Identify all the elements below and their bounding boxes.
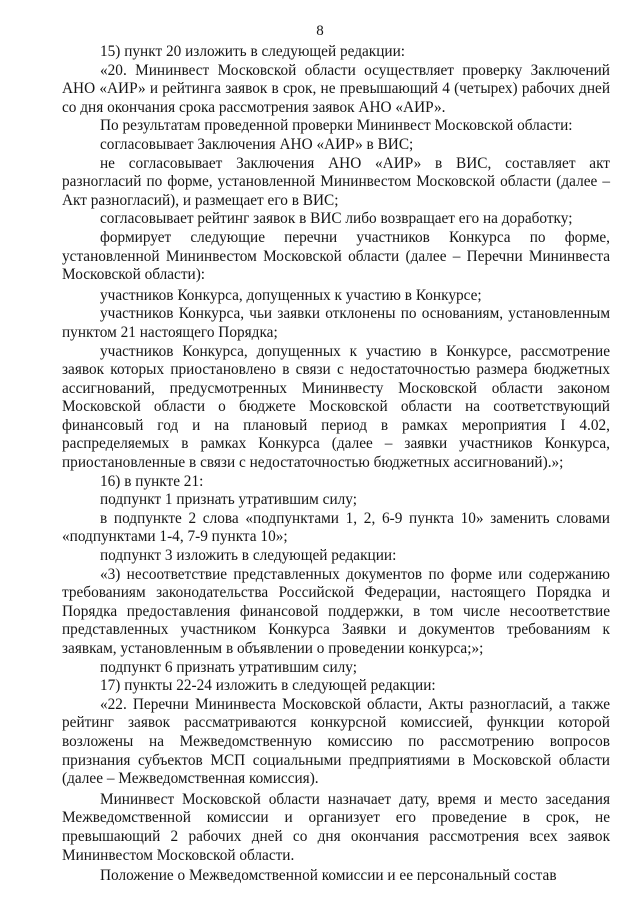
paragraph: подпункт 3 изложить в следующей редакции: [100, 547, 397, 565]
paragraph: формирует следующие перечни участников Конкурса по форме, установленной Мининвестом Московской области (далее – Перечни Мининвеста Московской области): [62, 228, 610, 284]
paragraph: участников Конкурса, допущенных к участию в Конкурсе, рассмотрение заявок которых приостановлено в связи с недостаточностью размера бюджетных ассигнований, предусмотренных Мининвесту Московской области законом Московской области о бюджете Московской области на соответствующий финансовый год и на плановый период в рамках мероприятия I 4.02, распределяемых в рамках Конкурса (далее – заявки участников Конкурса, приостановленные в связи с недостаточностью бюджетных ассигнований).»; [62, 342, 610, 472]
document-body [62, 43, 610, 886]
paragraph: не согласовывает Заключения АНО «АИР» в ВИС, составляет акт разногласий по форме, установленной Мининвестом Московской области (далее – Акт разногласий), и размещает его в ВИС; [62, 154, 610, 209]
paragraph: участников Конкурса, чьи заявки отклонены по основаниям, установленным пунктом 21 настоящего Порядка; [62, 305, 610, 341]
paragraph: подпункт 6 признать утратившим силу; [100, 658, 357, 676]
paragraph: согласовывает рейтинг заявок в ВИС либо возвращает его на доработку; [100, 210, 573, 228]
paragraph: подпункт 1 признать утратившим силу; [100, 491, 357, 509]
paragraph: По результатам проведенной проверки Мининвест Московской области: [100, 117, 573, 135]
paragraph: 17) пункты 22-24 изложить в следующей редакции: [100, 677, 436, 695]
paragraph: «3) несоответствие представленных документов по форме или содержанию требованиям законодательства Российской Федерации, настоящего Порядка и Порядка предоставления финансовой поддержки, в том числе несоответствие представленных участником Конкурса Заявки и документов требованиям к заявкам, установленным в объявлении о проведении конкурса;»; [62, 565, 610, 657]
paragraph: участников Конкурса, допущенных к участию в Конкурсе; [100, 286, 482, 304]
paragraph: в подпункте 2 слова «подпунктами 1, 2, 6-9 пункта 10» заменить словами «подпунктами 1-4, 7-9 пункта 10»; [62, 509, 610, 546]
paragraph: Положение о Межведомственной комиссии и ее персональный состав [100, 867, 557, 885]
paragraph: Мининвест Московской области назначает дату, время и место заседания Межведомственной комиссии и организует его проведение в срок, не превышающий 2 рабочих дней со дня окончания рассмотрения всех заявок Мининвестом Московской области. [62, 790, 610, 864]
paragraph: 15) пункт 20 изложить в следующей редакции: [100, 43, 406, 60]
paragraph: согласовывает Заключения АНО «АИР» в ВИС; [100, 135, 414, 153]
paragraph: «22. Перечни Мининвеста Московской области, Акты разногласий, а также рейтинг заявок рассматриваются конкурсной комиссией, функции которой возложены на Межведомственную комиссию по рассмотрению вопросов признания субъектов МСП социальными предприятиями в Московской области (далее – Межведомственная комиссия). [62, 695, 610, 788]
paragraph: 16) в пункте 21: [100, 472, 204, 490]
paragraph: «20. Мининвест Московской области осуществляет проверку Заключений АНО «АИР» и рейтинга заявок в срок, не превышающий 4 (четырех) рабочих дней со дня окончания срока рассмотрения заявок АНО «АИР». [62, 61, 610, 116]
page-number: 8 [316, 23, 324, 39]
